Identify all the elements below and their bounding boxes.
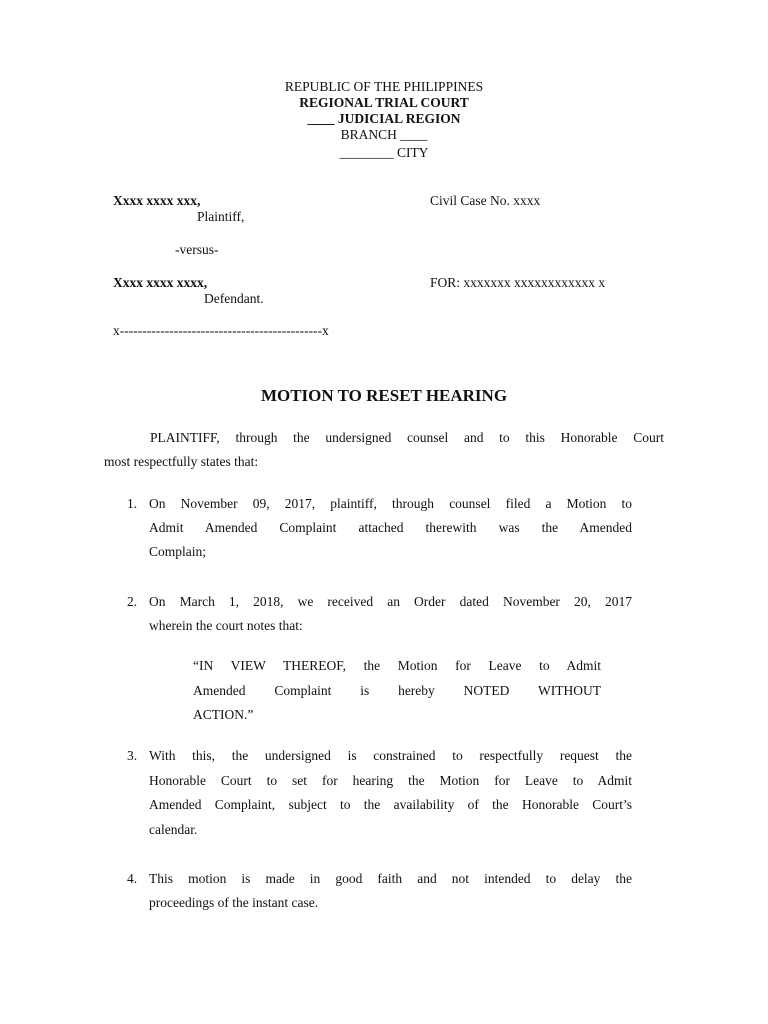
item-4-line-1: This motion is made in good faith and not intended to delay the [149,871,632,886]
header-republic: REPUBLIC OF THE PHILIPPINES [284,79,484,94]
item-3-line-3: Amended Complaint, subject to the availability of the Honorable Court’s [149,797,632,812]
item-number: 4. [127,871,138,886]
quote-line-1: “IN VIEW THEREOF, the Motion for Leave to Admit [193,658,601,673]
item-2-line-2: wherein the court notes that: [149,618,303,633]
versus-label: -versus- [175,242,219,257]
item-2-line-1: On March 1, 2018, we received an Order dated November 20, 2017 [149,594,632,609]
intro-line-1: PLAINTIFF, through the undersigned counsel and to this Honorable Court [150,430,664,445]
header-court: REGIONAL TRIAL COURT [299,95,469,110]
item-1-line-3: Complain; [149,544,206,559]
item-3-line-2: Honorable Court to set for hearing the Motion for Leave to Admit [149,773,632,788]
item-1-line-1: On November 09, 2017, plaintiff, through counsel filed a Motion to [149,496,632,511]
header-region: ____ JUDICIAL REGION [307,111,461,126]
item-number: 1. [127,496,138,511]
defendant-label: Defendant. [204,291,264,306]
for-line: FOR: xxxxxxx xxxxxxxxxxxx x [430,275,606,290]
item-3-line-1: With this, the undersigned is constrained to respectfully request the [149,748,632,763]
item-number: 2. [127,594,138,609]
item-number: 3. [127,748,138,763]
header-city: ________ CITY [339,145,429,160]
defendant-name: Xxxx xxxx xxxx, [113,275,208,290]
civil-case-number: Civil Case No. xxxx [430,193,541,208]
item-4-line-2: proceedings of the instant case. [149,895,319,910]
header-branch: BRANCH ____ [340,127,428,142]
plaintiff-name: Xxxx xxxx xxx, [113,193,201,208]
item-3-line-4: calendar. [149,822,198,837]
plaintiff-label: Plaintiff, [197,209,245,224]
document-title: MOTION TO RESET HEARING [260,386,508,405]
quote-line-2: Amended Complaint is hereby NOTED WITHOUT [193,683,601,698]
quote-line-3: ACTION.” [193,707,254,722]
item-1-line-2: Admit Amended Complaint attached therewith was the Amended [149,520,632,535]
caption-divider: x---------------------------------------------x [113,323,329,338]
intro-line-2: most respectfully states that: [104,454,259,469]
